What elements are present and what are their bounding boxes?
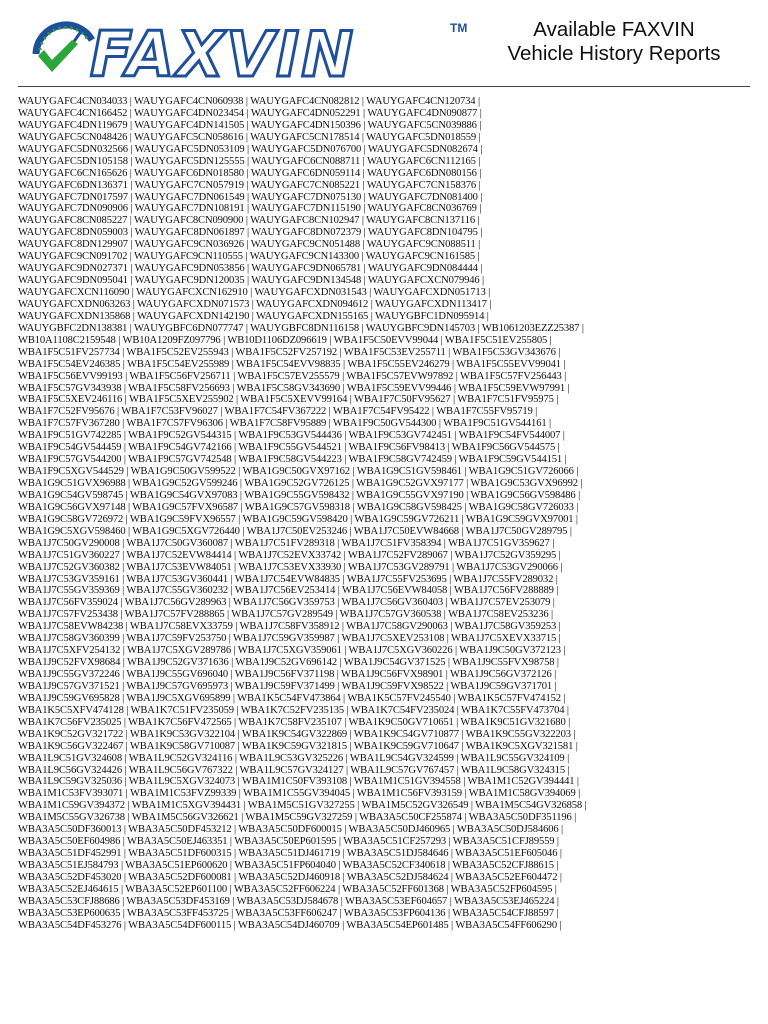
vin-line: WBA1F9C5XGV544529 | WBA1G9C50GV599522 | WBA1G9C50GVX97162 | WBA1G9C51GV598461 | WBA1G9C51GV726066 | [18,466,579,478]
vin-line: WBA3A5C52DF453020 | WBA3A5C52DF600081 | WBA3A5C52DJ460918 | WBA3A5C52DJ584624 | WBA3A5C52EF604472 | [18,871,562,883]
vin-line: WBA1F7C57FV367280 | WBA1F7C57FV96306 | WBA1F7C58FV95889 | WBA1F9C50GV544300 | WBA1F9C51GV544161 | [18,418,551,430]
vin-line: WAUYGAFC7DN017597 | WAUYGAFC7DN061549 | WAUYGAFC7DN075130 | WAUYGAFC7DN081400 | [18,191,483,203]
gauge-check-icon [36,25,92,72]
vin-line: WAUYGAFCXCN116090 | WAUYGAFCXCN162910 | WAUYGAFCXDN031543 | WAUYGAFCXDN051713 | [18,287,491,298]
vin-line: WBA1K9C52GV321722 | WBA1K9C53GV322104 | WBA1K9C54GV322869 | WBA1K9C54GV710877 | WBA1K9C55GV322203 | [18,728,576,740]
vin-line: WBA1L9C56GV324426 | WBA1L9C56GV767322 | WBA1L9C57GV324127 | WBA1L9C57GV767457 | WBA1L9C58GV324315 | [18,764,570,776]
vin-line: WBA3A5C54DF453276 | WBA3A5C54DF600115 | WBA3A5C54DJ460709 | WBA3A5C54EP601485 | WBA3A5C54FF606290 | [18,919,562,931]
vin-line: WAUYGAFC9DN095041 | WAUYGAFC9DN120035 | WAUYGAFC9DN134548 | WAUYGAFCXCN079946 | [18,275,485,287]
vin-line: WBA1J7C57FV253438 | WBA1J7C57FV288865 | WBA1J7C57GV289549 | WBA1J7C57GV360538 | WBA1J7C58EV253236 | [18,609,553,621]
vin-line: WBA3A5C50EF604986 | WBA3A5C50EJ463351 | WBA3A5C50EP601595 | WBA3A5C51CF257293 | WBA3A5C51CFJ89559 | [18,836,559,848]
vin-line: WBA1J7C56FV359024 | WBA1J7C56GV289963 | WBA1J7C56GV359753 | WBA1J7C56GV360403 | WBA1J7C57EV253079 | [18,597,555,609]
vin-line: WBA1J9C55GV372246 | WBA1J9C55GV696040 | WBA1J9C56FV371198 | WBA1J9C56FVX98901 | WBA1J9C56GV372126 | [18,669,557,680]
vin-line: WAUYGAFC4CN166452 | WAUYGAFC4DN023454 | WAUYGAFC4DN052291 | WAUYGAFC4DN090877 | [18,107,482,119]
tagline [478,18,750,66]
vin-line: WBA1G9C51GVX96988 | WBA1G9C52GV599246 | WBA1G9C52GV726125 | WBA1G9C52GVX97177 | WBA1G9C53GVX96992 | [18,478,583,489]
vin-line: WBA3A5C51DF452991 | WBA3A5C51DF600315 | WBA3A5C51DJ461719 | WBA3A5C51DJ584646 | WBA3A5C51EF605046 | [18,848,562,860]
vin-line: WBA1L9C51GV324608 | WBA1L9C52GV324116 | WBA1L9C53GV325226 | WBA1L9C54GV324599 | WBA1L9C55GV324109 | [18,752,570,764]
vin-line: WBA1F5C5XEV246116 | WBA1F5C5XEV255902 | WBA1F5C5XEVV99164 | WBA1F7C50FV95627 | WBA1F7C51FV95975 | [18,394,559,406]
vin-line: WAUYGAFC9CN091702 | WAUYGAFC9CN110555 | WAUYGAFC9CN143300 | WAUYGAFC9CN161585 | [18,251,480,263]
vin-line: WBA1G9C5XGV598460 | WBA1G9C5XGV726440 | WBA1J7C50EV253246 | WBA1J7C50EVW84668 | WBA1J7C50GV289795 | [18,525,572,537]
vin-line: WAUYGBFC2DN138381 | WAUYGBFC6DN077747 | WAUYGBFC8DN116158 | WAUYGBFC9DN145703 | WB1061203EZZ25387 | [18,322,584,334]
vin-line: WBA3A5C51EJ584793 | WBA3A5C51EP600620 | WBA3A5C51FP604040 | WBA3A5C52CF340618 | WBA3A5C52CFJ88615 | [18,860,559,871]
page-header [0,0,768,92]
vin-line: WBA1K9C56GV322467 | WBA1K9C58GV710087 | WBA1K9C59GV321815 | WBA1K9C59GV710647 | WBA1K9C5XGV321581 | [18,740,578,752]
vin-line: WAUYGAFC6CN165626 | WAUYGAFC6DN018580 | WAUYGAFC6DN059114 | WAUYGAFC6DN080156 | [18,167,482,179]
vin-line: WBA1K7C56FV235025 | WBA1K7C56FV472565 | WBA1K7C58FV235107 | WBA1K9C50GV710651 | WBA1K9C51GV321680 | [18,716,571,728]
header-divider [18,86,750,87]
vin-line: WBA1G9C58GV726972 | WBA1G9C59FVX96557 | WBA1G9C59GV598420 | WBA1G9C59GV726211 | WBA1G9C59GVX97001 | [18,513,578,525]
tagline-line2: Vehicle History Reports [507,42,721,65]
vin-line: WBA3A5C53CFJ88686 | WBA3A5C53DF453169 | WBA3A5C53DJ584678 | WBA3A5C53EF604657 | WBA3A5C53EJ465224 | [18,895,559,907]
vin-line: WBA1F5C57GV343938 | WBA1F5C58FV256693 | WBA1F5C58GV343690 | WBA1F5C59EVV99446 | WBA1F5C59EVW97991 | [18,382,570,394]
vin-line: WBA1J7C52GV360382 | WBA1J7C53EVW84051 | WBA1J7C53EVX33930 | WBA1J7C53GV289791 | WBA1J7C53GV290066 | [18,561,563,573]
vin-line: WBA3A5C53EP600635 | WBA3A5C53FF453725 | WBA3A5C53FF606247 | WBA3A5C53FP604136 | WBA3A5C54CFJ88597 | [18,907,559,919]
vin-line: WAUYGAFC5CN048426 | WAUYGAFC5CN058616 | WAUYGAFC5CN178514 | WAUYGAFC5DN018559 | [18,131,481,143]
trademark-mark: TM [450,21,468,35]
vin-line: WBA1K5C5XFV474128 | WBA1K7C51FV235059 | WBA1K7C52FV235135 | WBA1K7C54FV235024 | WBA1K7C55FV473704 | [18,704,569,716]
vin-line: WBA1F7C52FV95676 | WBA1F7C53FV96027 | WBA1F7C54FV367222 | WBA1F7C54FV95422 | WBA1F7C55FV95719 | [18,406,538,418]
vin-line: WAUYGAFC8DN059003 | WAUYGAFC8DN061897 | WAUYGAFC8DN072379 | WAUYGAFC8DN104795 | [18,227,483,239]
vin-line: WB10A1108C2159548 | WB10A1209FZ097796 | WB10D1106DZ096619 | WBA1F5C50EVV99044 | WBA1F5C51EV255805 | [18,334,552,346]
vin-line: WBA1J9C57GV371521 | WBA1J9C57GV695973 | WBA1J9C59FV371499 | WBA1J9C59FVX98522 | WBA1J9C59GV371701 | [18,680,557,692]
vin-line: WBA1J7C58EVW84238 | WBA1J7C58EVX33759 | WBA1J7C58FV358912 | WBA1J7C58GV290063 | WBA1J7C58GV359253 | [18,621,561,633]
vin-line: WBA1M5C55GV326738 | WBA1M5C56GV326621 | WBA1M5C59GV327259 | WBA3A5C50CF255874 | WBA3A5C50DF351196 | [18,812,577,824]
vin-line: WBA1J7C58GV360399 | WBA1J7C59FV253750 | WBA1J7C59GV359987 | WBA1J7C5XEV253108 | WBA1J7C5XEVX33715 | [18,633,561,645]
vin-line: WBA1L9C59GV325036 | WBA1L9C5XGV324073 | WBA1M1C50FV393108 | WBA1M1C51GV394558 | WBA1M1C52GV394441 | [18,776,579,788]
vin-line: WBA1F5C56EVV99193 | WBA1F5C56FV256711 | WBA1F5C57EV255579 | WBA1F5C57EVW97892 | WBA1F5C57FV256443 | [18,370,567,382]
vin-line: WBA1J7C55GV359369 | WBA1J7C55GV360232 | WBA1J7C56EV253414 | WBA1J7C56EVW84058 | WBA1J7C56FV288889 | [18,585,559,597]
vin-line: WBA1F9C54GV544459 | WBA1F9C54GV742166 | WBA1F9C55GV544521 | WBA1F9C56FV98413 | WBA1F9C56GV544575 | [18,442,560,454]
vin-line: WAUYGAFCXDN135868 | WAUYGAFCXDN142190 | WAUYGAFCXDN155165 | WAUYGBFC1DN095914 | [18,310,489,322]
vin-line: WAUYGAFC4CN034033 | WAUYGAFC4CN060938 | WAUYGAFC4CN082812 | WAUYGAFC4CN120734 | [18,96,480,107]
vin-line: WAUYGAFC5DN105158 | WAUYGAFC5DN125555 | WAUYGAFC6CN088711 | WAUYGAFC6CN112165 | [18,155,481,167]
vin-line: WBA1G9C56GVX97148 | WBA1G9C57FVX96587 | WBA1G9C57GV598318 | WBA1G9C58GV598425 | WBA1G9C58GV726033 | [18,501,579,513]
vin-line: WBA1J9C59GV695828 | WBA1J9C5XGV695899 | WBA1K5C54FV473864 | WBA1K5C57FV245540 | WBA1K5C57FV474152 | [18,692,566,704]
brand-wordmark: FAXVIN [90,18,356,86]
vin-line: WAUYGAFC5DN032566 | WAUYGAFC5DN053109 | WAUYGAFC5DN076700 | WAUYGAFC5DN082674 | [18,143,483,155]
vin-line: WAUYGAFC7DN090906 | WAUYGAFC7DN108191 | WAUYGAFC7DN115190 | WAUYGAFC8CN036769 | [18,203,482,215]
vin-line: WBA1M1C59GV394372 | WBA1M1C5XGV394431 | WBA1M5C51GV327255 | WBA1M5C52GV326549 | WBA1M5C54GV326858 | [18,800,587,812]
vin-line: WAUYGAFC9DN027371 | WAUYGAFC9DN053856 | WAUYGAFC9DN065781 | WAUYGAFC9DN084444 | [18,263,483,275]
vin-line: WAUYGAFCXDN063263 | WAUYGAFCXDN071573 | WAUYGAFCXDN094612 | WAUYGAFCXDN113417 | [18,298,492,310]
vin-line: WBA1J9C52FVX98684 | WBA1J9C52GV371636 | WBA1J9C52GV696142 | WBA1J9C54GV371525 | WBA1J9C55FVX98758 | [18,657,559,669]
vin-line: WAUYGAFC8CN085227 | WAUYGAFC8CN090900 | WAUYGAFC8CN102947 | WAUYGAFC8CN137116 | [18,215,480,227]
vin-line: WBA1J7C53GV359161 | WBA1J7C53GV360441 | WBA1J7C54EVW84835 | WBA1J7C55FV253695 | WBA1J7C55FV289032 | [18,573,558,585]
vin-line: WBA1F5C51FV257734 | WBA1F5C52EV255943 | WBA1F5C52FV257192 | WBA1F5C53EV255711 | WBA1F5C53GV343676 | [18,346,561,358]
faxvin-logo [30,10,470,86]
vin-line: WBA1M1C53FV393071 | WBA1M1C53FVZ99339 | WBA1M1C55GV394045 | WBA1M1C56FV393159 | WBA1M1C58GV394069 | [18,788,581,800]
tagline-line1: Available FAXVIN [533,18,695,41]
vin-line: WBA1J7C50GV290008 | WBA1J7C50GV360087 | WBA1J7C51FV289318 | WBA1J7C51FV358394 | WBA1J7C51GV359627 | [18,537,555,549]
vin-line: WBA3A5C52EJ464615 | WBA3A5C52EP601100 | WBA3A5C52FF606224 | WBA3A5C52FF601368 | WBA3A5C52FP604595 | [18,883,557,895]
vin-line: WBA1J7C51GV360227 | WBA1J7C52EVW84414 | WBA1J7C52EVX33742 | WBA1J7C52FV289067 | WBA1J7C52GV359295 | [18,549,561,561]
vin-line: WBA1G9C54GV598745 | WBA1G9C54GVX97083 | WBA1G9C55GV598432 | WBA1G9C55GVX97190 | WBA1G9C56GV598486 | [18,489,581,501]
vin-line: WBA3A5C50DF360013 | WBA3A5C50DF453212 | WBA3A5C50DF600015 | WBA3A5C50DJ460965 | WBA3A5C50DJ584606 | [18,824,563,836]
vin-line: WAUYGAFC4DN119679 | WAUYGAFC4DN141505 | WAUYGAFC4DN150396 | WAUYGAFC5CN039886 | [18,119,482,131]
vin-line: WAUYGAFC6DN136371 | WAUYGAFC7CN057919 | WAUYGAFC7CN085221 | WAUYGAFC7CN158376 | [18,179,481,191]
vin-line: WBA1F9C51GV742285 | WBA1F9C52GV544315 | WBA1F9C53GV544436 | WBA1F9C53GV742451 | WBA1F9C54FV544007 | [18,430,565,442]
vin-line: WBA1F5C54EV246385 | WBA1F5C54EV255989 | WBA1F5C54EVV98835 | WBA1F5C55EV246279 | WBA1F5C55EVV99041 | [18,358,566,370]
vin-line: WBA1F9C57GV544200 | WBA1F9C57GV742548 | WBA1F9C58GV544223 | WBA1F9C58GV742459 | WBA1F9C59GV544151 | [18,454,567,466]
vin-list [18,96,754,932]
vin-line: WAUYGAFC8DN129907 | WAUYGAFC9CN036926 | WAUYGAFC9CN051488 | WAUYGAFC9CN088511 | [18,239,481,251]
vin-line: WBA1J7C5XFV254132 | WBA1J7C5XGV289786 | WBA1J7C5XGV359061 | WBA1J7C5XGV360226 | WBA1J9C50GV372123 | [18,645,566,657]
